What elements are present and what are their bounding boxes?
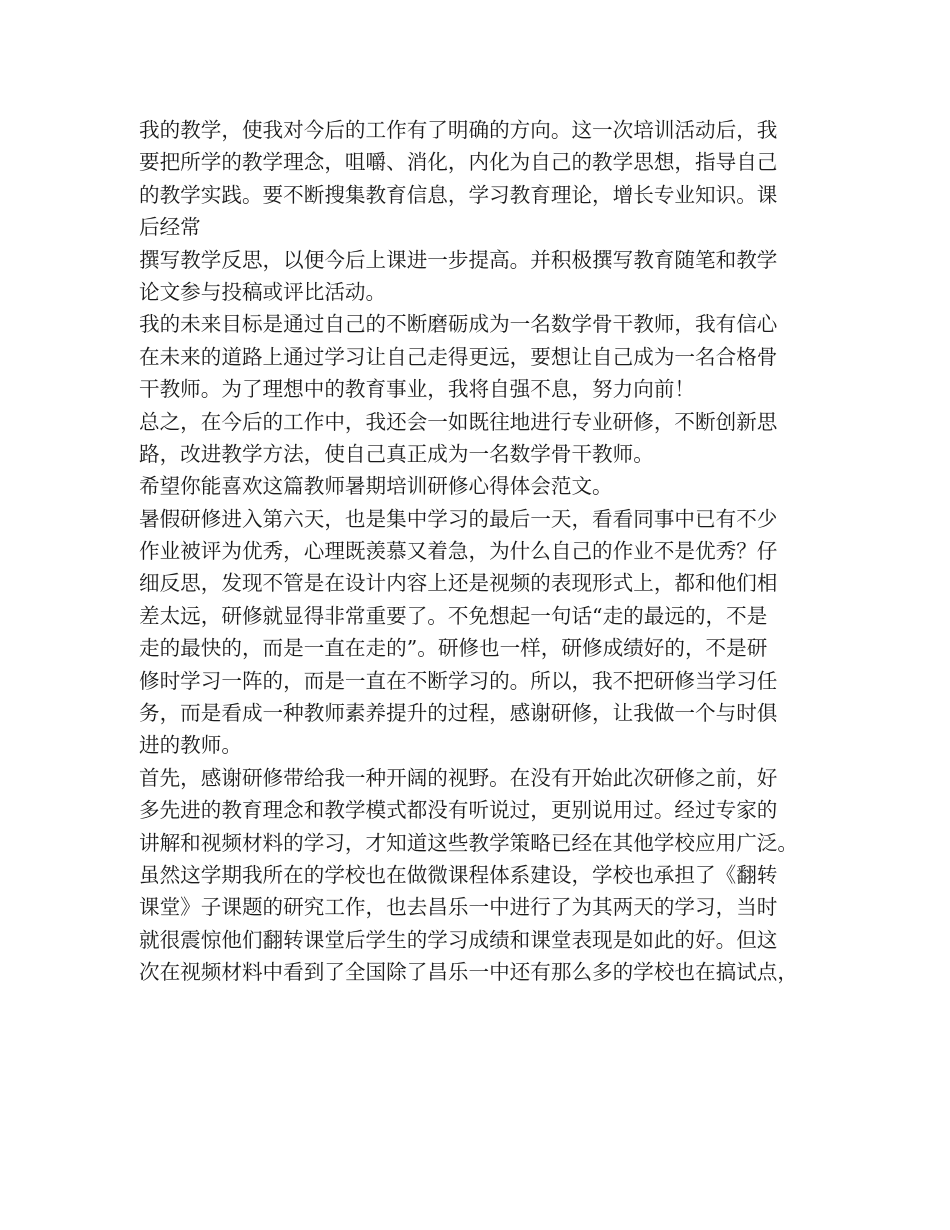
text-line: 论文参与投稿或评比活动。	[139, 279, 387, 304]
text-line: 就很震惊他们翻转课堂后学生的学习成绩和课堂表现是如此的好。但这	[139, 927, 778, 952]
text-line: 我的未来目标是通过自己的不断磨砺成为一名数学骨干教师，我有信心	[139, 312, 778, 337]
text-line: 路，改进教学方法，使自己真正成为一名数学骨干教师。	[139, 441, 654, 466]
text-line: 差太远，研修就显得非常重要了。不免想起一句话“走的最远的，不是	[139, 603, 768, 628]
text-line: 总之，在今后的工作中，我还会一如既往地进行专业研修，不断创新思	[139, 409, 778, 434]
text-line: 多先进的教育理念和教学模式都没有听说过，更别说用过。经过专家的	[139, 798, 778, 823]
text-line: 次在视频材料中看到了全国除了昌乐一中还有那么多的学校也在搞试点，	[139, 960, 798, 985]
text-line: 撰写教学反思，以便今后上课进一步提高。并积极撰写教育随笔和教学	[139, 247, 778, 272]
text-line: 在未来的道路上通过学习让自己走得更远，要想让自己成为一名合格骨	[139, 344, 778, 369]
text-line: 后经常	[139, 215, 201, 240]
text-line: 暑假研修进入第六天，也是集中学习的最后一天，看看同事中已有不少	[139, 506, 778, 531]
text-line: 课堂》子课题的研究工作，也去昌乐一中进行了为其两天的学习，当时	[139, 895, 778, 920]
text-line: 作业被评为优秀，心理既羡慕又着急，为什么自己的作业不是优秀？仔	[139, 539, 778, 564]
body-text	[139, 114, 829, 989]
text-line: 虽然这学期我所在的学校也在做微课程体系建设，学校也承担了《翻转	[139, 862, 778, 887]
text-line: 要把所学的教学理念，咀嚼、消化，内化为自己的教学思想，指导自己	[139, 150, 778, 175]
text-line: 细反思，发现不管是在设计内容上还是视频的表现形式上，都和他们相	[139, 571, 778, 596]
text-line: 修时学习一阵的，而是一直在不断学习的。所以，我不把研修当学习任	[139, 668, 778, 693]
text-line: 希望你能喜欢这篇教师暑期培训研修心得体会范文。	[139, 474, 613, 499]
text-line: 干教师。为了理想中的教育事业，我将自强不息，努力向前！	[139, 377, 696, 402]
text-line: 的教学实践。要不断搜集教育信息，学习教育理论，增长专业知识。课	[139, 182, 778, 207]
text-line: 我的教学，使我对今后的工作有了明确的方向。这一次培训活动后，我	[139, 118, 778, 142]
text-line: 进的教师。	[139, 733, 242, 758]
text-line: 务，而是看成一种教师素养提升的过程，感谢研修，让我做一个与时俱	[139, 701, 778, 726]
text-line: 走的最快的，而是一直在走的”。研修也一样，研修成绩好的，不是研	[139, 636, 768, 661]
text-line: 讲解和视频材料的学习，才知道这些教学策略已经在其他学校应用广泛。	[139, 830, 798, 855]
text-line: 首先，感谢研修带给我一种开阔的视野。在没有开始此次研修之前，好	[139, 765, 778, 790]
